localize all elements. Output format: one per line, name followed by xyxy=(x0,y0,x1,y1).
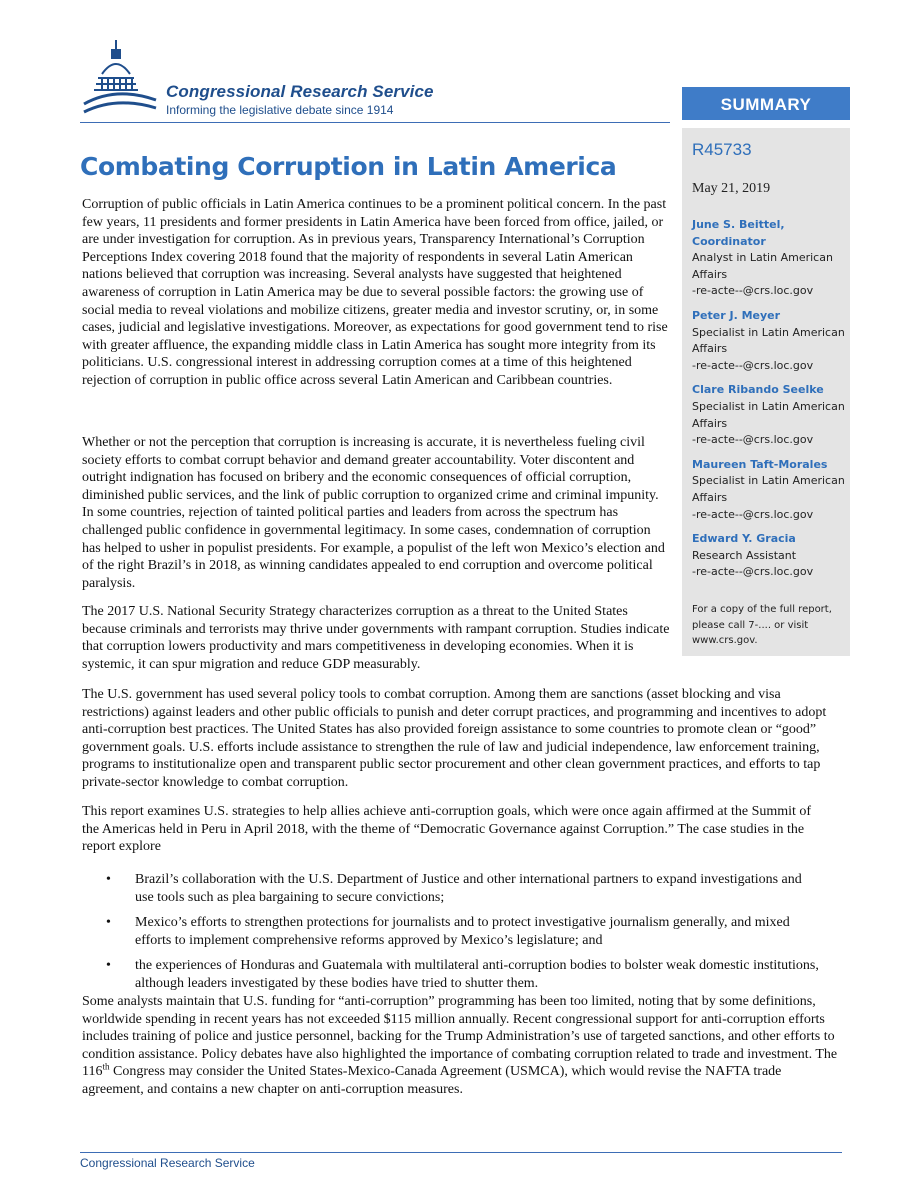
crs-logo xyxy=(80,38,480,123)
author-email[interactable]: -re-acte--@crs.loc.gov xyxy=(692,507,814,521)
paragraph-text: Some analysts maintain that U.S. funding for “anti-corruption” programming has been too limited, noting that by some definitions, worldwide spending in recent years has not exceeded $115 million annually. Recent congressional support for anti-corruption efforts includes training of police and justice personnel, backing for the Trump Administration’s use of targeted sanctions, and other efforts to condition assistance. Policy debates have also highlighted the importance of combating corruption related to trade and investment. The 116 xyxy=(82,994,838,1080)
footer-label: Congressional Research Service xyxy=(80,1156,255,1170)
author-name: June S. Beittel, xyxy=(692,218,785,231)
list-item-text: the experiences of Honduras and Guatemala with multilateral anti-corruption bodies to bolster weak domestic institutions, although leaders investigated by these bodies have tried to shutter them. xyxy=(135,958,819,991)
author-entry xyxy=(692,382,847,448)
body-paragraph: Whether or not the perception that corruption is increasing is accurate, it is nevertheless fueling civil society efforts to combat corrupt behavior and demand greater accountability. Voter discontent and outright indignation has focused on bribery and the economic consequences of official corruption, diminished public services, and the link of public corruption to organized crime and criminal impunity. In some countries, rejection of tainted political parties and leaders from across the spectrum has challenged public confidence in governmental legitimacy. In some cases, condemnation of corruption has helped to usher in populist presidents. For example, a populist of the left won Mexico’s election and of the right Brazil’s in 2018, as winning candidates appealed to end corruption and overcome political paralysis. xyxy=(82,435,665,591)
author-name: Peter J. Meyer xyxy=(692,308,781,322)
org-name: Congressional Research Service xyxy=(166,82,434,101)
summary-tab: SUMMARY xyxy=(682,87,850,120)
header-divider xyxy=(80,122,670,123)
author-name: Edward Y. Gracia xyxy=(692,532,796,546)
author-entry xyxy=(692,457,847,523)
author-role: Specialist in Latin American Affairs xyxy=(692,399,845,430)
list-item-text: Mexico’s efforts to strengthen protections for journalists and to protect investigative journalism generally, and mixed efforts to implement comprehensive reforms approved by Mexico’s legislature; and xyxy=(135,915,790,948)
body-paragraph xyxy=(82,993,842,1099)
list-item xyxy=(82,914,822,949)
list-item xyxy=(82,871,822,906)
footer-divider xyxy=(80,1152,842,1153)
author-email[interactable]: -re-acte--@crs.loc.gov xyxy=(692,565,814,579)
author-name: Maureen Taft-Morales xyxy=(692,457,828,471)
bullet-icon: • xyxy=(106,958,111,974)
capitol-dome-icon xyxy=(80,38,160,123)
report-date: May 21, 2019 xyxy=(692,181,771,196)
body-paragraph: This report examines U.S. strategies to help allies achieve anti-corruption goals, which were once again affirmed at the Summit of the Americas held in Peru in April 2018, with the theme of “Democratic Governance against Corruption.” The case studies in the report explore xyxy=(82,804,812,855)
author-role: Specialist in Latin American Affairs xyxy=(692,325,845,356)
org-tagline: Informing the legislative debate since 1914 xyxy=(166,103,394,117)
summary-sidebar xyxy=(682,128,850,656)
author-list xyxy=(692,217,847,589)
author-email[interactable]: -re-acte--@crs.loc.gov xyxy=(692,433,814,447)
author-name: Clare Ribando Seelke xyxy=(692,383,824,397)
ordinal-superscript: th xyxy=(102,1061,110,1072)
author-entry xyxy=(692,531,847,581)
list-item xyxy=(82,957,822,992)
page-title: Combating Corruption in Latin America xyxy=(80,152,617,181)
author-entry xyxy=(692,308,847,374)
bullet-icon: • xyxy=(106,872,111,887)
full-report-note: For a copy of the full report, please call 7-.... or visit www.crs.gov. xyxy=(692,604,832,646)
paragraph-text: Congress may consider the United States-Mexico-Canada Agreement (USMCA), which would revise the NAFTA trade agreement, and contains a new chapter on anti-corruption measures. xyxy=(82,1064,782,1097)
report-number: R45733 xyxy=(692,140,752,159)
author-role: Specialist in Latin American Affairs xyxy=(692,474,845,504)
author-entry xyxy=(692,217,847,300)
author-title: Coordinator xyxy=(692,234,766,248)
body-paragraph: Corruption of public officials in Latin America continues to be a prominent political concern. In the past few years, 11 presidents and former presidents in Latin America have been forced from office, jailed, or are under investigation for corruption. As in previous years, Transparency International’s Corruption Perceptions Index covering 2018 found that the majority of respondents in several Latin American nations believed that corruption was increasing. Several analysts have suggested that heightened awareness of corruption in Latin America may be due to several possible factors: the growing use of social media to reveal violations and mobilize citizens, greater media and investor scrutiny, or, in some cases, judicial and legislative investigations. Moreover, as expectations for good government tend to rise with greater affluence, the expanding middle class in Latin America has sought more integrity from its politicians. U.S. congressional interest in addressing corruption comes at a time of this heightened rejection of corruption in public office across several Latin American and Caribbean countries. xyxy=(82,197,668,388)
bullet-icon: • xyxy=(106,915,111,931)
body-paragraph: The 2017 U.S. National Security Strategy characterizes corruption as a threat to the United States because criminals and terrorists may thrive under governments with rampant corruption. Studies indicate that corruption lowers productivity and mars competitiveness in developing economies. When it is systemic, it can spur migration and reduce GDP measurably. xyxy=(82,604,670,672)
body-paragraph: The U.S. government has used several policy tools to combat corruption. Among them are sanctions (asset blocking and visa restrictions) against leaders and other public officials to punish and deter corrupt practices, and programming and incentives to adopt anti-corruption best practices. The United States has also provided foreign assistance to some countries to promote clean or “good” government goals. U.S. efforts include assistance to strengthen the rule of law and judicial independence, law enforcement training, programs to institutionalize open and transparent public sector procurement and other clean government practices, and efforts to tap private-sector knowledge to combat corruption. xyxy=(82,687,827,790)
author-email[interactable]: -re-acte--@crs.loc.gov xyxy=(692,284,814,298)
author-role: Research Assistant xyxy=(692,548,797,562)
list-item-text: Brazil’s collaboration with the U.S. Department of Justice and other international partners to expand investigations and use tools such as plea bargaining to secure convictions; xyxy=(135,872,802,905)
author-email[interactable]: -re-acte--@crs.loc.gov xyxy=(692,358,814,372)
author-role: Analyst in Latin American Affairs xyxy=(692,251,833,281)
case-study-list xyxy=(82,871,822,1001)
